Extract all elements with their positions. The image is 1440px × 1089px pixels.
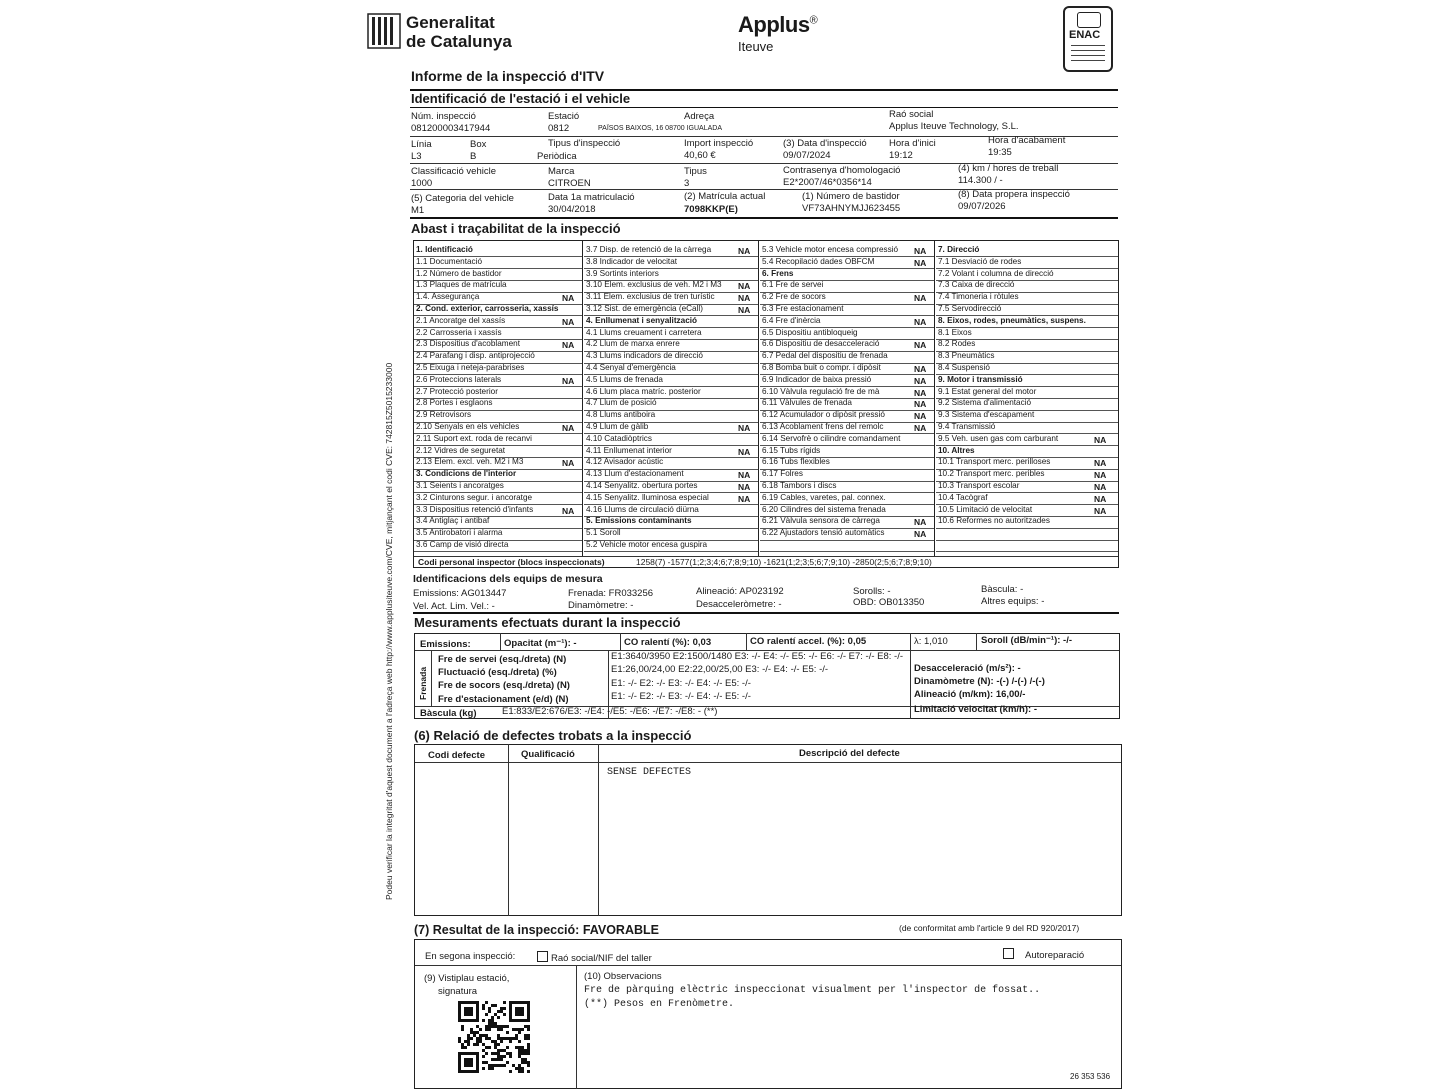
scope-na-mark: NA <box>914 387 927 398</box>
value-data-matriculacio: 30/04/2018 <box>548 204 596 215</box>
scope-item: 6.10 Vàlvula regulació fre de mà <box>762 386 880 396</box>
scope-item: 3.1 Seients i ancoratges <box>416 481 504 490</box>
scope-na-mark: NA <box>1094 434 1107 445</box>
sec-ident-title: Identificació de l'estació i el vehicle <box>411 91 631 106</box>
scope-item: 8.4 Suspensió <box>938 363 990 372</box>
enac-seal <box>1063 6 1113 72</box>
segona-label: En segona inspecció: <box>425 951 516 962</box>
scope-item: 6.12 Acumulador o dipòsit pressió <box>762 410 885 420</box>
lambda: λ: 1,010 <box>914 636 948 647</box>
label-bastidor: (1) Número de bastidor <box>802 191 900 202</box>
scope-item: 4. Enllumenat i senyalització <box>586 315 698 325</box>
fre-servei-label: Fre de servei (esq./dreta) (N) <box>438 654 567 665</box>
scope-na-mark: NA <box>562 316 575 327</box>
fre-socors-label: Fre de socors (esq./dreta) (N) <box>438 680 570 691</box>
scope-item: 6.11 Vàlvules de frenada <box>762 398 852 408</box>
scope-item: 3.6 Camp de visió directa <box>416 540 509 549</box>
value-import: 40,60 € <box>684 150 716 161</box>
resultat-line <box>414 924 659 937</box>
defects-text: SENSE DEFECTES <box>607 767 692 778</box>
emissions-label: Emissions: <box>420 639 471 650</box>
scope-item: 6.4 Fre d'inèrcia <box>762 315 821 325</box>
applus-sub: Iteuve <box>738 39 774 54</box>
scope-item: 7.4 Timoneria i ròtules <box>938 292 1019 302</box>
enac-label: ENAC <box>1069 29 1101 41</box>
scope-row-line <box>760 540 934 541</box>
scope-item: 5.3 Vehicle motor encesa compressió <box>762 245 899 254</box>
scope-item: 3.4 Antiglaç i antibaf <box>416 516 490 526</box>
scope-na-mark: NA <box>738 482 751 492</box>
scope-item: 10.5 Limitació de velocitat <box>938 504 1033 514</box>
scope-item: 6.9 Indicador de baixa pressió <box>762 374 872 384</box>
footer-code: 26 353 536 <box>1070 1072 1111 1081</box>
scope-na-mark: NA <box>562 505 575 516</box>
scope-item: 10. Altres <box>938 445 975 455</box>
sec-defectes-title: (6) Relació de defectes trobats a la inspecció <box>414 728 692 743</box>
scope-item: 6.3 Fre estacionament <box>762 304 844 313</box>
value-matricula: 7098KKP(E) <box>684 204 738 215</box>
scope-item: 4.6 Llum placa matríc. posterior <box>586 386 701 396</box>
scope-item: 3.2 Cinturons segur. i ancoratge <box>416 492 533 502</box>
observ-line2: (**) Pesos en Frenòmetre. <box>584 999 735 1010</box>
value-hora-acabament: 19:35 <box>988 147 1012 158</box>
scope-item: 2.13 Elem. excl. veh. M2 i M3 <box>416 457 524 467</box>
label-tipus: Tipus <box>684 166 707 177</box>
col-descripcio: Descripció del defecte <box>799 748 900 759</box>
scope-na-mark: NA <box>914 293 927 304</box>
qr-code <box>458 1001 530 1073</box>
scope-item: 3.3 Dispositius retenció d'infants <box>416 504 534 514</box>
scope-item: 5. Emissions contaminants <box>586 516 692 526</box>
value-categoria: M1 <box>411 205 425 216</box>
scope-item: 6.20 Cilindres del sistema frenada <box>762 504 886 514</box>
observ-line1: Fre de pàrquing elèctric inspeccionat visualment per l'inspector de fossat.. <box>584 985 1041 996</box>
scope-na-mark: NA <box>1094 493 1107 504</box>
scope-item: 4.9 Llum de gàlib <box>586 422 649 431</box>
scope-na-mark: NA <box>914 517 927 528</box>
value-linia: L3 <box>411 151 422 162</box>
scope-item: 3.12 Sist. de emergència (eCall) <box>586 304 703 313</box>
scope-item: 10.3 Transport escolar <box>938 481 1020 490</box>
scope-item: 4.7 Llum de posició <box>586 398 657 408</box>
scope-col-divider <box>758 241 759 556</box>
codi-inspector-value: 1258(7) -1577(1;2;3;4;6;7;8;9;10) -1621(1;2;3;5;6;7;9;10) -2850(2;5;6;7;8;9;10) <box>636 557 932 567</box>
scope-item: 7.3 Caixa de direcció <box>938 280 1015 290</box>
scope-item: 6.22 Ajustadors tensió automàtics <box>762 528 885 538</box>
scope-item: 7.5 Servodirecció <box>938 304 1002 313</box>
fluctuacio-label: Fluctuació (esq./dreta) (%) <box>438 667 557 678</box>
value-km: 114.300 / - <box>958 175 1003 186</box>
observ-label: (10) Observacions <box>584 971 662 982</box>
scope-na-mark: NA <box>914 529 927 540</box>
scope-na-mark: NA <box>914 411 927 422</box>
scope-item: 7.2 Volant i columna de direcció <box>938 268 1054 278</box>
scope-item: 8.1 Eixos <box>938 327 972 337</box>
defects-table <box>414 744 1122 916</box>
scope-item: 3. Condicions de l'interior <box>416 469 517 479</box>
scope-item: 4.5 Llums de frenada <box>586 374 663 384</box>
scope-item: 2.4 Parafang i disp. antiprojecció <box>416 351 535 361</box>
scope-item: 6.18 Tambors i discs <box>762 481 837 490</box>
scope-row-line <box>584 551 758 552</box>
scope-item: 2.2 Carrosseria i xassís <box>416 327 502 337</box>
equip-bascula: Bàscula: - <box>981 584 1024 595</box>
scope-item: 4.13 Llum d'estacionament <box>586 469 684 479</box>
scope-na-mark: NA <box>738 470 751 481</box>
scope-item: 4.15 Senyalitz. lluminosa especial <box>586 492 709 502</box>
scope-item: 9.3 Sistema d'escapament <box>938 410 1035 420</box>
value-tipus: 3 <box>684 178 690 189</box>
label-data-matriculacio: Data 1a matriculació <box>548 192 635 203</box>
scope-item: 6.19 Cables, varetes, pal. connex. <box>762 492 886 502</box>
equip-obd: OBD: OB013350 <box>853 597 925 608</box>
scope-item: 8.3 Pneumàtics <box>938 351 995 361</box>
frenada-side-label: Frenada <box>418 666 428 700</box>
alineacio: Alineació (m/km): 16,00/- <box>914 689 1026 700</box>
scope-na-mark: NA <box>914 399 927 410</box>
value-propera: 09/07/2026 <box>958 201 1006 212</box>
label-marca: Marca <box>548 166 575 177</box>
scope-row-line <box>936 540 1118 541</box>
value-classificacio: 1000 <box>411 178 433 189</box>
scope-item: 1.2 Número de bastidor <box>416 268 502 278</box>
scope-item: 2.8 Portes i esglaons <box>416 398 493 408</box>
scope-item: 4.4 Senyal d'emergència <box>586 363 676 372</box>
scope-item: 6.13 Acoblament frens del remolc <box>762 422 884 431</box>
label-num-inspeccio: Núm. inspecció <box>411 111 476 122</box>
scope-na-mark: NA <box>1094 505 1107 516</box>
scope-item: 2.9 Retrovisors <box>416 410 472 420</box>
co-accel: CO ralentí accel. (%): 0,05 <box>750 636 867 647</box>
scope-na-mark: NA <box>562 375 575 386</box>
scope-item: 3.8 Indicador de velocitat <box>586 256 678 266</box>
label-categoria: (5) Categoria del vehicle <box>411 193 514 204</box>
scope-item: 2.1 Ancoratge del xassís <box>416 315 506 325</box>
scope-na-mark: NA <box>738 493 751 504</box>
value-rao-social: Applus Iteuve Technology, S.L. <box>889 121 1019 132</box>
scope-item: 1.3 Plaques de matrícula <box>416 280 507 290</box>
scope-item: 4.3 Llums indicadors de direcció <box>586 351 703 361</box>
label-import: Import inspecció <box>684 138 754 149</box>
opacitat: Opacitat (m⁻¹): - <box>504 638 577 649</box>
scope-item: 4.16 Llums de circulació diürna <box>586 504 699 514</box>
scope-na-mark: NA <box>562 458 575 469</box>
scope-item: 8. Eixos, rodes, pneumàtics, suspens. <box>938 315 1086 325</box>
scope-item: 6.16 Tubs flexibles <box>762 457 830 467</box>
scope-item: 2.7 Protecció posterior <box>416 386 498 396</box>
label-rao-social: Raó social <box>889 109 934 120</box>
equip-vel-act: Vel. Act. Lim. Vel.: - <box>413 601 495 612</box>
scope-item: 10.4 Tacògraf <box>938 492 988 502</box>
desacceleracio: Desacceleració (m/s²): - <box>914 663 1021 674</box>
scope-item: 5.4 Recopilació dades OBFCM <box>762 256 875 266</box>
sec-equips-title: Identificacions dels equips de mesura <box>413 573 603 585</box>
scope-item: 6.5 Dispositiu antibloqueig <box>762 327 858 337</box>
value-contrasenya: E2*2007/46*0356*14 <box>783 177 872 188</box>
value-num-inspeccio: 081200003417944 <box>411 123 491 134</box>
value-bastidor: VF73AHNYMJJ623455 <box>802 203 901 214</box>
scope-na-mark: NA <box>914 364 927 374</box>
co-ralenti: CO ralentí (%): 0,03 <box>624 637 712 648</box>
scope-item: 2.6 Proteccions laterals <box>416 374 502 384</box>
scope-item: 6. Frens <box>762 268 794 278</box>
equip-frenada: Frenada: FR033256 <box>568 588 654 599</box>
value-box: B <box>470 151 477 162</box>
value-data-inspeccio: 09/07/2024 <box>783 150 831 161</box>
equip-sorolls: Sorolls: - <box>853 586 891 597</box>
fre-estac-label: Fre d'estacionament (e/d) (N) <box>438 694 569 705</box>
scope-item: 3.5 Antirobatori i alarma <box>416 528 503 538</box>
scope-item: 4.12 Avisador acústic <box>586 457 664 467</box>
signatura-label: signatura <box>438 986 478 997</box>
scope-na-mark: NA <box>738 281 751 292</box>
value-marca: CITROEN <box>548 178 591 189</box>
scope-item: 5.1 Soroll <box>586 528 621 538</box>
scope-na-mark: NA <box>738 423 751 433</box>
scope-item: 3.7 Disp. de retenció de la càrrega <box>586 245 712 254</box>
scope-row-line <box>936 528 1118 529</box>
label-estacio: Estació <box>548 111 580 122</box>
label-box: Box <box>470 139 487 150</box>
scope-item: 4.2 Llum de marxa enrere <box>586 339 680 349</box>
scope-item: 7. Direcció <box>938 245 980 254</box>
applus-logo: Applus® <box>738 12 818 37</box>
equip-altres: Altres equips: - <box>981 596 1045 607</box>
label-km: (4) km / hores de treball <box>958 163 1059 174</box>
scope-item: 2.10 Senyals en els vehicles <box>416 422 520 431</box>
scope-item: 7.1 Desviació de rodes <box>938 256 1022 266</box>
scope-item: 6.17 Folres <box>762 469 803 479</box>
scope-item: 3.11 Elem. exclusius de tren turístic <box>586 292 715 302</box>
value-hora-inici: 19:12 <box>889 150 913 161</box>
limitacio: Limitació velocitat (km/h): - <box>914 704 1037 715</box>
generalitat-logo <box>367 13 401 49</box>
scope-na-mark: NA <box>1094 482 1107 492</box>
autoreparacio-label: Autoreparació <box>1025 950 1085 961</box>
scope-item: 10.6 Reformes no autoritzades <box>938 516 1050 526</box>
equip-desacceler: Desacceleròmetre: - <box>696 599 782 610</box>
dinamometre: Dinamòmetre (N): -(-) /-(-) /-(-) <box>914 676 1045 687</box>
scope-item: 4.11 Enllumenat interior <box>586 445 672 455</box>
scope-na-mark: NA <box>914 340 927 351</box>
scope-item: 10.1 Transport merc. perilloses <box>938 457 1051 467</box>
scope-item: 4.10 Catadiòptrics <box>586 433 652 443</box>
equip-emissions: Emissions: AG013447 <box>413 588 507 599</box>
scope-na-mark: NA <box>914 246 927 256</box>
equip-alineacio: Alineació: AP023192 <box>696 586 784 597</box>
scope-na-mark: NA <box>562 293 575 304</box>
label-hora-acabament: Hora d'acabament <box>988 135 1066 146</box>
scope-item: 3.10 Elem. exclusius de veh. M2 i M3 <box>586 280 722 290</box>
scope-item: 10.2 Transport merc. peribles <box>938 469 1045 479</box>
scope-na-mark: NA <box>914 375 927 386</box>
scope-item: 2.3 Dispositius d'acoblament <box>416 339 520 349</box>
scope-na-mark: NA <box>1094 470 1107 481</box>
scope-na-mark: NA <box>914 257 927 268</box>
scope-item: 2.5 Eixuga i neteja-parabrises <box>416 363 525 372</box>
scope-item: 6.7 Pedal del dispositiu de frenada <box>762 351 888 361</box>
scope-na-mark: NA <box>738 305 751 315</box>
resultat-note: (de conformitat amb l'article 9 del RD 920/2017) <box>899 923 1080 933</box>
value-tipus-inspeccio: Periòdica <box>537 151 577 162</box>
resultat-value: FAVORABLE <box>582 923 659 937</box>
scope-item: 4.8 Llums antiboira <box>586 410 656 420</box>
value-adreca: PAÏSOS BAIXOS, 16 08700 IGUALADA <box>598 125 722 132</box>
scope-item: 9. Motor i transmissió <box>938 374 1023 384</box>
scope-na-mark: NA <box>738 293 751 304</box>
scope-item: 9.5 Veh. usen gas com carburant <box>938 433 1059 443</box>
rao-taller-field[interactable] <box>537 951 652 964</box>
rao-taller-checkbox[interactable] <box>537 951 548 962</box>
label-tipus-inspeccio: Tipus d'inspecció <box>548 138 621 149</box>
gov-name-line2: de Catalunya <box>406 32 512 51</box>
rao-taller-label: Raó social/NIF del taller <box>551 953 652 964</box>
scope-item: 3.9 Sortints interiors <box>586 268 659 278</box>
label-propera: (8) Data propera inspecció <box>958 189 1070 200</box>
resultat-prefix: (7) Resultat de la inspecció: <box>414 923 580 937</box>
verification-side-note: Podeu verificar la integritat d'aquest document a l'adreça web http://www.applusiteuve.com/CVE, mitjançant el codi CVE: 742815Z5015233000 <box>384 362 394 900</box>
fluctuacio: E1:26,00/24,00 E2:22,00/25,00 E3: -/- E4: -/- E5: -/- <box>611 664 829 675</box>
scope-item: 8.2 Rodes <box>938 339 976 349</box>
scope-item: 6.21 Vàlvula sensora de càrrega <box>762 516 880 526</box>
scope-row-line <box>936 551 1118 552</box>
scope-item: 4.14 Senyalitz. obertura portes <box>586 481 698 490</box>
scope-item: 2. Cond. exterior, carrosseria, xassís <box>416 304 559 313</box>
scope-row-line <box>414 551 582 552</box>
fre-estac: E1: -/- E2: -/- E3: -/- E4: -/- E5: -/- <box>611 691 751 702</box>
scope-item: 2.11 Suport ext. roda de recanvi <box>416 433 532 443</box>
scope-item: 1.4. Assegurança <box>416 292 480 302</box>
label-data-inspeccio: (3) Data d'inspecció <box>783 138 867 149</box>
value-estacio: 0812 <box>548 123 570 134</box>
col-qualificacio: Qualificació <box>521 749 575 760</box>
scope-item: 9.1 Estat general del motor <box>938 386 1037 396</box>
vistiplau-label: (9) Vistiplau estació, <box>424 973 510 984</box>
autoreparacio-checkbox[interactable] <box>1003 948 1014 959</box>
fre-socors: E1: -/- E2: -/- E3: -/- E4: -/- E5: -/- <box>611 678 751 689</box>
sec-mesures-title: Mesuraments efectuats durant la inspecció <box>414 615 681 630</box>
label-hora-inici: Hora d'inici <box>889 138 936 149</box>
scope-item: 6.14 Servofrè o cilindre comandament <box>762 433 901 443</box>
label-classificacio: Classificació vehicle <box>411 166 497 177</box>
scope-item: 1. Identificació <box>416 245 473 254</box>
scope-na-mark: NA <box>738 246 751 256</box>
scope-na-mark: NA <box>914 423 927 433</box>
label-contrasenya: Contrasenya d'homologació <box>783 165 901 176</box>
scope-na-mark: NA <box>738 446 751 457</box>
scope-item: 9.4 Transmissió <box>938 422 996 431</box>
report-title: Informe de la inspecció d'ITV <box>411 68 605 84</box>
fre-servei: E1:3640/3950 E2:1500/1480 E3: -/- E4: -/- E5: -/- E6: -/- E7: -/- E8: -/- <box>611 651 903 662</box>
scope-item: 9.2 Sistema d'alimentació <box>938 398 1032 408</box>
scope-item: 5.2 Vehicle motor encesa guspira <box>586 540 708 549</box>
scope-item: 1.1 Documentació <box>416 256 482 266</box>
codi-inspector-label: Codi personal inspector (blocs inspeccionats) <box>418 557 605 567</box>
scope-item: 6.8 Bomba buit o compr. i dipòsit <box>762 363 881 372</box>
bascula: E1:833/E2:676/E3: -/E4: -/E5: -/E6: -/E7: -/E8: - (**) <box>502 706 718 717</box>
gov-name-line1: Generalitat <box>406 13 495 32</box>
equip-dinamometre: Dinamòmetre: - <box>568 600 634 611</box>
col-codi-defecte: Codi defecte <box>428 750 486 761</box>
label-matricula: (2) Matrícula actual <box>684 191 766 202</box>
sec-abast-title: Abast i traçabilitat de la inspecció <box>411 221 621 236</box>
scope-item: 6.2 Fre de socors <box>762 292 826 302</box>
soroll: Soroll (dB/min⁻¹): -/- <box>981 635 1073 646</box>
bascula-label: Bàscula (kg) <box>420 708 477 719</box>
scope-na-mark: NA <box>1094 458 1107 469</box>
scope-item: 6.1 Fre de servei <box>762 280 824 290</box>
scope-item: 2.12 Vidres de seguretat <box>416 445 506 455</box>
scope-item: 6.15 Tubs rígids <box>762 445 821 455</box>
scope-item: 4.1 Llums creuament i carretera <box>586 327 702 337</box>
scope-na-mark: NA <box>562 423 575 433</box>
scope-na-mark: NA <box>914 316 927 327</box>
label-linia: Línia <box>411 139 432 150</box>
scope-row-line <box>760 551 934 552</box>
scope-na-mark: NA <box>562 340 575 351</box>
autoreparacio-field[interactable] <box>1003 948 1084 961</box>
label-adreca: Adreça <box>684 111 715 122</box>
scope-col-divider <box>582 241 583 556</box>
scope-item: 6.6 Dispositiu de desacceleració <box>762 339 880 349</box>
scope-col-divider <box>934 241 935 556</box>
